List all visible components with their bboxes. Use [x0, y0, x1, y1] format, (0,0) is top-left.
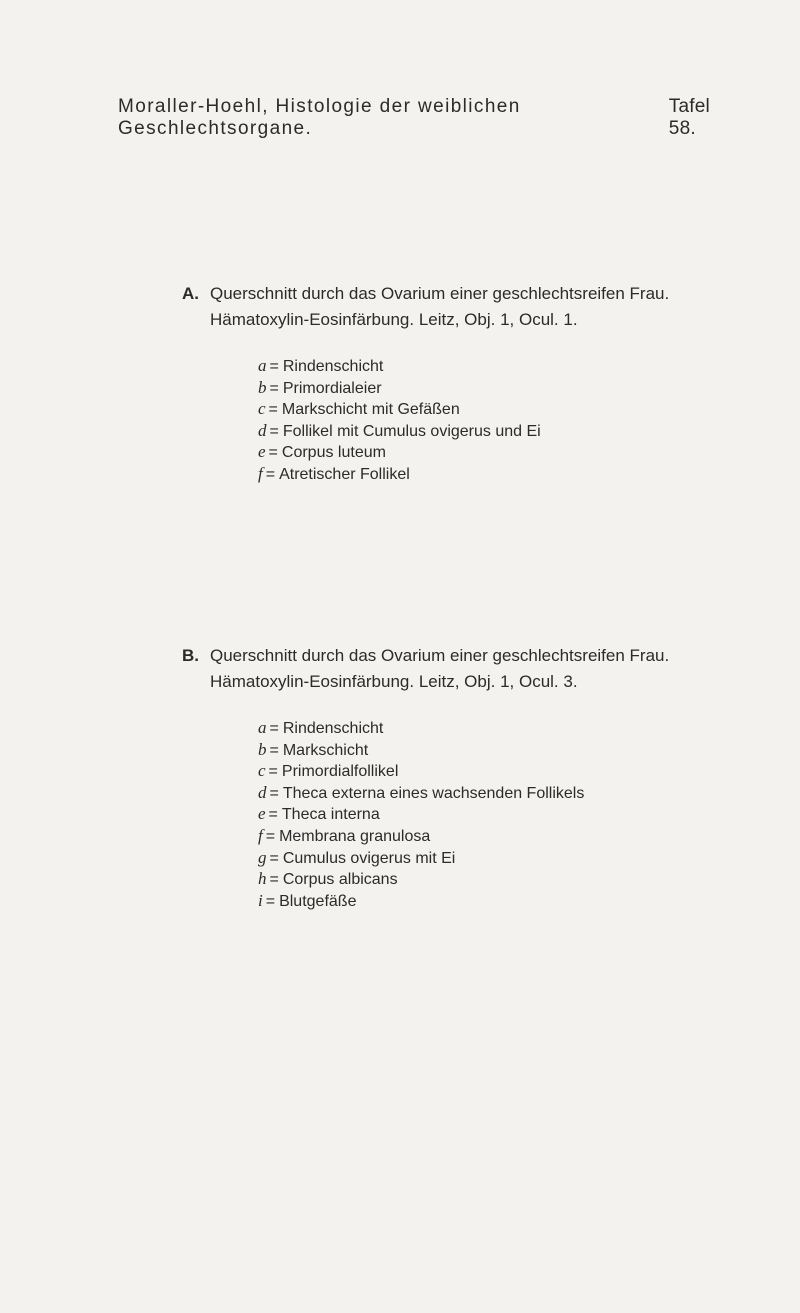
legend-item: c = Markschicht mit Gefäßen	[258, 399, 460, 419]
legend-item: e = Corpus luteum	[258, 442, 386, 462]
legend-text: Theca interna	[281, 806, 380, 824]
legend-item: b = Markschicht	[258, 739, 369, 759]
running-title: Moraller-Hoehl, Histologie der weiblichen Geschlechtsorgane.	[118, 96, 521, 139]
legend-key: a	[258, 356, 267, 375]
legend-key: b	[258, 377, 267, 397]
section-heading	[182, 643, 742, 669]
section-a	[182, 281, 742, 486]
legend-text: Atretischer Follikel	[279, 465, 410, 483]
legend-text: Primordialfollikel	[281, 763, 399, 781]
legend-key: d	[258, 420, 267, 440]
staining-info: Hämatoxylin-Eosinfärbung. Leitz, Obj. 1, Ocul. 3.	[210, 672, 578, 691]
staining-info: Hämatoxylin-Eosinfärbung. Leitz, Obj. 1, Ocul. 1.	[210, 310, 578, 329]
legend-key: i	[258, 890, 263, 910]
legend-list	[182, 718, 742, 912]
legend-key: g	[258, 847, 267, 867]
legend-text: Markschicht	[282, 741, 369, 759]
legend-item: d = Follikel mit Cumulus ovigerus und Ei	[258, 420, 541, 440]
legend-text: Blutgefäße	[279, 892, 357, 910]
legend-text: Theca externa eines wachsenden Follikels	[282, 784, 585, 802]
legend-text: Corpus albicans	[282, 871, 398, 889]
legend-key: b	[258, 739, 267, 759]
legend-item: f = Membrana granulosa	[258, 825, 431, 845]
legend-text: Rindenschicht	[282, 358, 384, 375]
legend-text: Membrana granulosa	[279, 827, 431, 845]
section-heading	[182, 281, 742, 307]
section-title: Querschnitt durch das Ovarium einer geschlechtsreifen Frau.	[210, 284, 670, 303]
section-letter: B.	[182, 646, 199, 665]
legend-item: h = Corpus albicans	[258, 869, 398, 889]
section-title: Querschnitt durch das Ovarium einer geschlechtsreifen Frau.	[210, 646, 670, 665]
legend-text: Markschicht mit Gefäßen	[281, 401, 460, 419]
page-header	[118, 96, 736, 140]
legend-item: a = Rindenschicht	[258, 718, 384, 737]
legend-item: g = Cumulus ovigerus mit Ei	[258, 847, 456, 867]
legend-key: c	[258, 399, 266, 419]
legend-item: d = Theca externa eines wachsenden Follikels	[258, 782, 585, 802]
legend-item: c = Primordialfollikel	[258, 761, 399, 781]
legend-item: a = Rindenschicht	[258, 356, 384, 375]
section-letter: A.	[182, 284, 199, 303]
legend-list	[182, 356, 742, 486]
legend-item: f = Atretischer Follikel	[258, 463, 410, 483]
legend-key: e	[258, 804, 266, 824]
legend-key: f	[258, 825, 263, 845]
legend-text: Primordialeier	[282, 379, 382, 397]
legend-text: Corpus luteum	[281, 444, 386, 462]
legend-key: a	[258, 718, 267, 737]
legend-item: e = Theca interna	[258, 804, 380, 824]
legend-text: Cumulus ovigerus mit Ei	[282, 849, 456, 867]
legend-key: f	[258, 463, 263, 483]
legend-key: c	[258, 761, 266, 781]
legend-key: h	[258, 869, 267, 889]
legend-key: e	[258, 442, 266, 462]
legend-item: i = Blutgefäße	[258, 890, 357, 910]
plate-number: Tafel 58.	[668, 96, 710, 139]
legend-item: b = Primordialeier	[258, 377, 382, 397]
legend-key: d	[258, 782, 267, 802]
legend-text: Rindenschicht	[282, 720, 384, 737]
legend-text: Follikel mit Cumulus ovigerus und Ei	[282, 422, 541, 440]
section-b	[182, 643, 742, 912]
